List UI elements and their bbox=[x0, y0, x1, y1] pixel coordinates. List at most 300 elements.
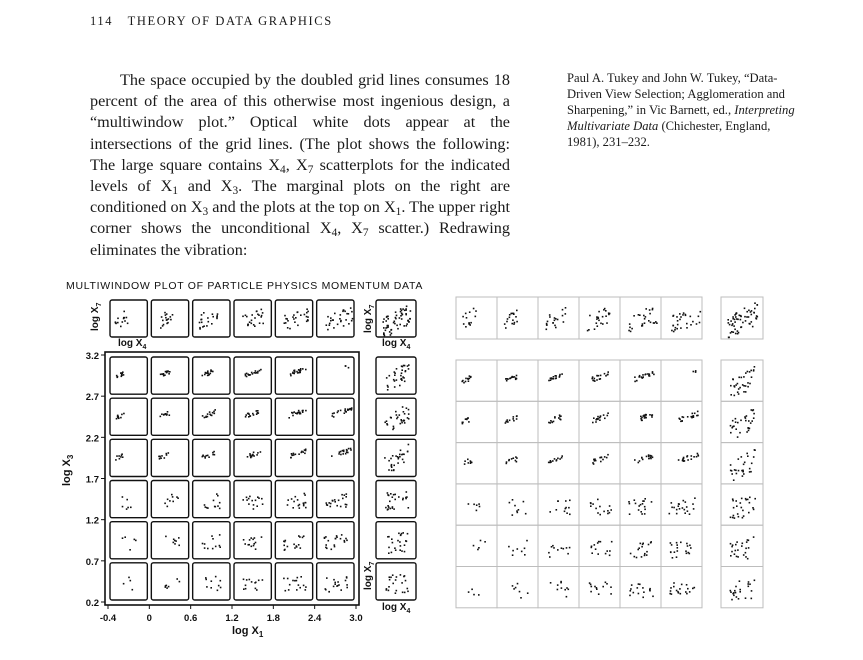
matrix-panel bbox=[275, 357, 312, 394]
scatter-point bbox=[745, 420, 747, 422]
scatter-point bbox=[734, 314, 736, 316]
scatter-point bbox=[326, 548, 328, 550]
scatter-point bbox=[207, 317, 209, 319]
scatter-point bbox=[629, 323, 631, 325]
scatter-point bbox=[554, 416, 556, 418]
scatter-point bbox=[677, 550, 679, 552]
scatter-point bbox=[569, 500, 571, 502]
scatter-point bbox=[602, 586, 604, 588]
scatter-point bbox=[256, 413, 258, 415]
scatter-point bbox=[732, 323, 734, 325]
scatter-point bbox=[305, 586, 307, 588]
scatter-point bbox=[207, 507, 209, 509]
scatter-point bbox=[677, 547, 679, 549]
scatter-point bbox=[340, 538, 342, 540]
scatter-point bbox=[587, 330, 589, 332]
scatter-point bbox=[643, 315, 645, 317]
scatter-point bbox=[516, 418, 518, 420]
scatter-point bbox=[652, 457, 654, 459]
scatter-point bbox=[175, 540, 177, 542]
redrawn-matrix-panel bbox=[456, 567, 497, 608]
scatter-point bbox=[552, 545, 554, 547]
scatter-point bbox=[396, 590, 398, 592]
scatter-point bbox=[634, 499, 636, 501]
redrawn-top-panel bbox=[661, 297, 702, 339]
scatter-point bbox=[597, 512, 599, 514]
scatter-point bbox=[400, 375, 402, 377]
scatter-point bbox=[643, 416, 645, 418]
scatter-point bbox=[389, 508, 391, 510]
scatter-point bbox=[463, 382, 465, 384]
scatter-point bbox=[753, 312, 755, 314]
scatter-point bbox=[384, 457, 386, 459]
scatter-point bbox=[569, 514, 571, 516]
scatter-point bbox=[294, 321, 296, 323]
scatter-point bbox=[257, 372, 259, 374]
scatter-point bbox=[388, 547, 390, 549]
scatter-point bbox=[338, 500, 340, 502]
scatter-point bbox=[743, 376, 745, 378]
scatter-point bbox=[294, 371, 296, 373]
scatter-point bbox=[692, 503, 694, 505]
scatter-point bbox=[387, 386, 389, 388]
scatter-point bbox=[595, 419, 597, 421]
scatter-point bbox=[394, 372, 396, 374]
scatter-point bbox=[690, 547, 692, 549]
scatter-point bbox=[261, 536, 263, 538]
scatter-point bbox=[519, 591, 521, 593]
scatter-point bbox=[692, 413, 694, 415]
scatter-point bbox=[751, 321, 753, 323]
scatter-point bbox=[757, 316, 759, 318]
scatter-point bbox=[334, 583, 336, 585]
scatter-point bbox=[634, 381, 636, 383]
top-strip-panel bbox=[151, 300, 188, 337]
scatter-point bbox=[748, 512, 750, 514]
scatter-point bbox=[505, 378, 507, 380]
scatter-point bbox=[165, 536, 167, 538]
scatter-point bbox=[733, 325, 735, 327]
scatter-point bbox=[748, 547, 750, 549]
scatter-point bbox=[399, 541, 401, 543]
scatter-point bbox=[246, 579, 248, 581]
scatter-point bbox=[751, 463, 753, 465]
scatter-point bbox=[469, 311, 471, 313]
scatter-point bbox=[291, 454, 293, 456]
scatter-point bbox=[392, 496, 394, 498]
scatter-point bbox=[287, 504, 289, 506]
right-margin-panel bbox=[376, 357, 416, 394]
scatter-point bbox=[284, 541, 286, 543]
scatter-point bbox=[171, 494, 173, 496]
scatter-point bbox=[161, 316, 163, 318]
scatter-point bbox=[334, 544, 336, 546]
scatter-point bbox=[691, 458, 693, 460]
scatter-point bbox=[596, 588, 598, 590]
scatter-point bbox=[670, 542, 672, 544]
scatter-point bbox=[304, 494, 306, 496]
scatter-point bbox=[330, 506, 332, 508]
scatter-point bbox=[513, 313, 515, 315]
scatter-point bbox=[730, 432, 732, 434]
scatter-point bbox=[676, 513, 678, 515]
scatter-point bbox=[405, 314, 407, 316]
scatter-point bbox=[340, 314, 342, 316]
scatter-point bbox=[738, 388, 740, 390]
scatter-point bbox=[327, 329, 329, 331]
scatter-point bbox=[652, 596, 654, 598]
scatter-point bbox=[756, 304, 758, 306]
scatter-point bbox=[253, 372, 255, 374]
redrawn-matrix-panel bbox=[620, 567, 661, 608]
scatter-point bbox=[404, 420, 406, 422]
scatter-point bbox=[401, 372, 403, 374]
scatter-point bbox=[753, 417, 755, 419]
scatter-point bbox=[512, 585, 514, 587]
scatter-point bbox=[741, 377, 743, 379]
scatter-point bbox=[305, 507, 307, 509]
scatter-point bbox=[744, 316, 746, 318]
scatter-point bbox=[397, 456, 399, 458]
scatter-point bbox=[750, 370, 752, 372]
scatter-point bbox=[342, 498, 344, 500]
scatter-point bbox=[293, 318, 295, 320]
scatter-point bbox=[256, 410, 258, 412]
scatter-point bbox=[637, 549, 639, 551]
scatter-point bbox=[398, 496, 400, 498]
x-tick-label: 3.0 bbox=[349, 613, 363, 624]
scatter-point bbox=[115, 321, 117, 323]
scatter-point bbox=[404, 551, 406, 553]
scatter-point bbox=[735, 544, 737, 546]
scatter-point bbox=[251, 320, 253, 322]
matrix-panel bbox=[234, 357, 271, 394]
scatter-point bbox=[255, 370, 257, 372]
scatter-point bbox=[731, 325, 733, 327]
scatter-point bbox=[749, 468, 751, 470]
scatter-point bbox=[738, 377, 740, 379]
matrix-panel bbox=[151, 439, 188, 476]
scatter-point bbox=[597, 375, 599, 377]
scatter-point bbox=[345, 580, 347, 582]
scatter-point bbox=[594, 544, 596, 546]
scatter-point bbox=[746, 316, 748, 318]
scatter-point bbox=[630, 331, 632, 333]
scatter-point bbox=[607, 374, 609, 376]
scatter-point bbox=[593, 380, 595, 382]
scatter-point bbox=[284, 549, 286, 551]
scatter-point bbox=[400, 308, 402, 310]
scatter-point bbox=[302, 368, 304, 370]
scatter-point bbox=[673, 507, 675, 509]
right-margin-ylabel: $\log X_7$ bbox=[363, 561, 376, 590]
scatter-point bbox=[473, 545, 475, 547]
right-margin-panel bbox=[376, 439, 416, 476]
scatter-point bbox=[738, 516, 740, 518]
scatter-point bbox=[387, 325, 389, 327]
scatter-point bbox=[260, 369, 262, 371]
scatter-point bbox=[390, 577, 392, 579]
scatter-point bbox=[553, 376, 555, 378]
scatter-point bbox=[643, 591, 645, 593]
scatter-point bbox=[343, 325, 345, 327]
scatter-point bbox=[348, 367, 350, 369]
scatter-point bbox=[645, 316, 647, 318]
scatter-point bbox=[737, 513, 739, 515]
scatter-point bbox=[694, 413, 696, 415]
scatter-point bbox=[468, 591, 470, 593]
matrix-panel bbox=[275, 563, 312, 600]
scatter-point bbox=[249, 455, 251, 457]
scatter-point bbox=[651, 415, 653, 417]
scatter-point bbox=[549, 314, 551, 316]
scatter-point bbox=[524, 554, 526, 556]
scatter-point bbox=[121, 414, 123, 416]
scatter-point bbox=[696, 323, 698, 325]
scatter-point bbox=[209, 414, 211, 416]
scatter-point bbox=[127, 507, 129, 509]
scatter-point bbox=[676, 328, 678, 330]
scatter-point bbox=[671, 507, 673, 509]
scatter-point bbox=[334, 546, 336, 548]
scatter-point bbox=[387, 318, 389, 320]
scatter-point bbox=[216, 315, 218, 317]
scatter-point bbox=[633, 315, 635, 317]
scatter-point bbox=[686, 553, 688, 555]
scatter-point bbox=[404, 422, 406, 424]
matrix-panel bbox=[110, 522, 147, 559]
scatter-point bbox=[394, 386, 396, 388]
scatter-point bbox=[165, 413, 167, 415]
scatter-point bbox=[304, 493, 306, 495]
scatter-point bbox=[650, 322, 652, 324]
scatter-point bbox=[730, 425, 732, 427]
scatter-point bbox=[748, 316, 750, 318]
redrawn-matrix-panel bbox=[497, 443, 538, 484]
scatter-point bbox=[402, 498, 404, 500]
scatter-point bbox=[737, 436, 739, 438]
scatter-point bbox=[304, 314, 306, 316]
redrawn-matrix-panel bbox=[620, 443, 661, 484]
scatter-point bbox=[512, 376, 514, 378]
scatter-point bbox=[557, 584, 559, 586]
scatter-point bbox=[258, 580, 260, 582]
scatter-point bbox=[296, 545, 298, 547]
scatter-point bbox=[680, 327, 682, 329]
scatter-point bbox=[386, 377, 388, 379]
scatter-point bbox=[742, 470, 744, 472]
scatter-point bbox=[549, 422, 551, 424]
scatter-point bbox=[557, 589, 559, 591]
scatter-point bbox=[395, 311, 397, 313]
scatter-point bbox=[204, 504, 206, 506]
scatter-point bbox=[385, 330, 387, 332]
scatter-point bbox=[555, 378, 557, 380]
scatter-point bbox=[218, 585, 220, 587]
scatter-point bbox=[610, 586, 612, 588]
scatter-point bbox=[293, 411, 295, 413]
scatter-point bbox=[348, 448, 350, 450]
scatter-point bbox=[697, 411, 699, 413]
scatter-point bbox=[215, 576, 217, 578]
scatter-point bbox=[600, 378, 602, 380]
scatter-point bbox=[387, 424, 389, 426]
scatter-point bbox=[172, 314, 174, 316]
scatter-point bbox=[642, 597, 644, 599]
scatter-point bbox=[610, 593, 612, 595]
scatter-point bbox=[548, 462, 550, 464]
scatter-point bbox=[350, 448, 352, 450]
scatter-point bbox=[204, 547, 206, 549]
scatter-point bbox=[515, 456, 517, 458]
scatter-point bbox=[334, 582, 336, 584]
scatter-point bbox=[609, 550, 611, 552]
scatter-point bbox=[214, 409, 216, 411]
scatter-point bbox=[162, 320, 164, 322]
scatter-point bbox=[302, 410, 304, 412]
scatter-point bbox=[524, 548, 526, 550]
scatter-point bbox=[291, 453, 293, 455]
scatter-point bbox=[742, 517, 744, 519]
scatter-point bbox=[220, 587, 222, 589]
scatter-point bbox=[159, 458, 161, 460]
scatter-point bbox=[607, 510, 609, 512]
scatter-point bbox=[255, 582, 257, 584]
scatter-point bbox=[242, 316, 244, 318]
scatter-point bbox=[685, 315, 687, 317]
scatter-point bbox=[300, 576, 302, 578]
scatter-point bbox=[749, 471, 751, 473]
scatter-point bbox=[173, 542, 175, 544]
scatter-point bbox=[603, 511, 605, 513]
matrix-panel bbox=[234, 563, 271, 600]
scatter-point bbox=[396, 315, 398, 317]
scatter-point bbox=[244, 543, 246, 545]
scatter-point bbox=[403, 462, 405, 464]
scatter-point bbox=[284, 315, 286, 317]
scatter-point bbox=[403, 325, 405, 327]
scatter-point bbox=[464, 463, 466, 465]
scatter-point bbox=[699, 322, 701, 324]
scatter-point bbox=[684, 509, 686, 511]
scatter-point bbox=[738, 393, 740, 395]
scatter-point bbox=[653, 322, 655, 324]
scatter-point bbox=[249, 321, 251, 323]
scatter-point bbox=[478, 547, 480, 549]
scatter-point bbox=[609, 555, 611, 557]
scatter-point bbox=[735, 428, 737, 430]
scatter-point bbox=[479, 506, 481, 508]
scatter-point bbox=[516, 416, 518, 418]
scatter-point bbox=[393, 379, 395, 381]
scatter-point bbox=[384, 335, 386, 337]
scatter-point bbox=[402, 308, 404, 310]
redrawn-matrix-panel bbox=[538, 401, 579, 442]
scatter-point bbox=[258, 412, 260, 414]
scatter-point bbox=[260, 451, 262, 453]
scatter-point bbox=[302, 411, 304, 413]
scatter-point bbox=[391, 538, 393, 540]
scatter-point bbox=[690, 316, 692, 318]
scatter-point bbox=[257, 371, 259, 373]
scatter-point bbox=[747, 382, 749, 384]
matrix-panel bbox=[110, 481, 147, 518]
scatter-point bbox=[333, 586, 335, 588]
scatter-point bbox=[346, 540, 348, 542]
scatter-point bbox=[742, 475, 744, 477]
scatter-point bbox=[307, 316, 309, 318]
scatter-point bbox=[592, 503, 594, 505]
scatter-point bbox=[292, 412, 294, 414]
matrix-panel bbox=[151, 357, 188, 394]
scatter-point bbox=[652, 308, 654, 310]
scatter-point bbox=[592, 376, 594, 378]
scatter-point bbox=[254, 325, 256, 327]
scatter-point bbox=[607, 513, 609, 515]
scatter-point bbox=[341, 494, 343, 496]
scatter-point bbox=[392, 506, 394, 508]
scatter-point bbox=[642, 500, 644, 502]
scatter-point bbox=[248, 503, 250, 505]
scatter-point bbox=[383, 318, 385, 320]
scatter-point bbox=[732, 593, 734, 595]
scatter-point bbox=[554, 320, 556, 322]
scatter-point bbox=[468, 380, 470, 382]
scatter-point bbox=[248, 544, 250, 546]
scatter-point bbox=[393, 470, 395, 472]
scatter-point bbox=[590, 584, 592, 586]
scatter-point bbox=[245, 414, 247, 416]
scatter-point bbox=[641, 420, 643, 422]
scatter-point bbox=[506, 380, 508, 382]
scatter-point bbox=[629, 503, 631, 505]
scatter-point bbox=[399, 454, 401, 456]
scatter-point bbox=[178, 537, 180, 539]
scatter-point bbox=[730, 517, 732, 519]
scatter-point bbox=[331, 455, 333, 457]
scatter-point bbox=[751, 376, 753, 378]
scatter-point bbox=[408, 507, 410, 509]
scatter-point bbox=[515, 316, 517, 318]
scatter-point bbox=[296, 589, 298, 591]
scatter-point bbox=[555, 375, 557, 377]
scatter-point bbox=[170, 319, 172, 321]
scatter-point bbox=[245, 373, 247, 375]
scatter-point bbox=[399, 324, 401, 326]
scatter-point bbox=[630, 590, 632, 592]
scatter-point bbox=[340, 589, 342, 591]
scatter-point bbox=[735, 500, 737, 502]
scatter-point bbox=[340, 454, 342, 456]
scatter-point bbox=[382, 321, 384, 323]
redrawn-margin-panel bbox=[721, 360, 763, 401]
scatter-point bbox=[591, 552, 593, 554]
scatter-point bbox=[606, 322, 608, 324]
scatter-point bbox=[402, 453, 404, 455]
scatter-point bbox=[673, 331, 675, 333]
scatter-point bbox=[290, 375, 292, 377]
scatter-point bbox=[655, 321, 657, 323]
scatter-point bbox=[403, 365, 405, 367]
scatter-point bbox=[672, 325, 674, 327]
scatter-point bbox=[259, 322, 261, 324]
scatter-point bbox=[331, 549, 333, 551]
scatter-point bbox=[120, 326, 122, 328]
scatter-point bbox=[653, 374, 655, 376]
scatter-point bbox=[289, 328, 291, 330]
scatter-point bbox=[745, 597, 747, 599]
scatter-point bbox=[305, 450, 307, 452]
